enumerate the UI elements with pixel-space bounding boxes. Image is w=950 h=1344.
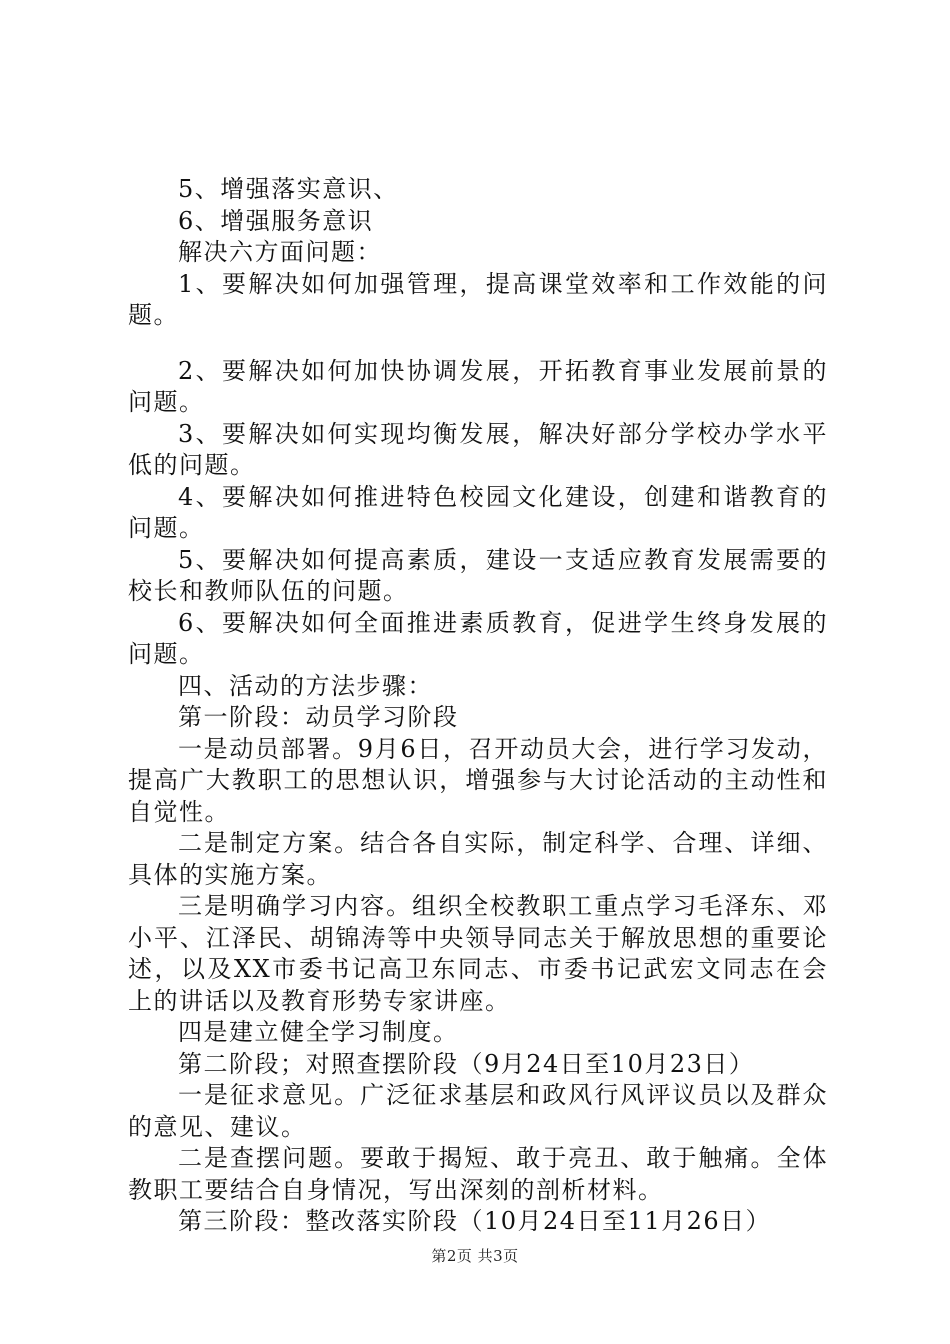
paragraph: 2、要解决如何加快协调发展，开拓教育事业发展前景的问题。 [128, 356, 828, 416]
stage-heading: 第三阶段：整改落实阶段（10月24日至11月26日） [178, 1207, 772, 1235]
paragraph: 5、增强落实意识、 [178, 175, 399, 203]
section-heading: 四、活动的方法步骤： [178, 671, 433, 700]
paragraph: 四是建立健全学习制度。 [178, 1018, 459, 1046]
stage-heading: 第二阶段；对照查摆阶段（9月24日至10月23日） [178, 1049, 755, 1078]
paragraph: 6、要解决如何全面推进素质教育，促进学生终身发展的问题。 [128, 608, 828, 668]
paragraph: 二是查摆问题。要敢于揭短、敢于亮丑、敢于触痛。全体教职工要结合自身情况，写出深刻的剖析材料。 [128, 1144, 828, 1204]
paragraph: 3、要解决如何实现均衡发展，解决好部分学校办学水平低的问题。 [128, 419, 828, 479]
paragraph: 解决六方面问题： [178, 238, 382, 266]
paragraph: 一是征求意见。广泛征求基层和政风行风评议员以及群众的意见、建议。 [128, 1081, 828, 1141]
paragraph: 4、要解决如何推进特色校园文化建设，创建和谐教育的问题。 [128, 482, 828, 542]
paragraph: 一是动员部署。9月6日，召开动员大会，进行学习发动，提高广大教职工的思想认识，增强参与大讨论活动的主动性和自觉性。 [128, 734, 828, 826]
paragraph: 1、要解决如何加强管理，提高课堂效率和工作效能的问题。 [128, 269, 828, 329]
paragraph: 三是明确学习内容。组织全校教职工重点学习毛泽东、邓小平、江泽民、胡锦涛等中央领导同志关于解放思想的重要论述，以及XX市委书记高卫东同志、市委书记武宏文同志在会上的讲话以及教育形势专家讲座。 [128, 892, 828, 1015]
page-number-footer: 第2页 共3页 [431, 1247, 519, 1265]
paragraph: 5、要解决如何提高素质，建设一支适应教育发展需要的校长和教师队伍的问题。 [128, 545, 828, 605]
stage-heading: 第一阶段：动员学习阶段 [178, 703, 459, 731]
paragraph: 6、增强服务意识 [178, 206, 374, 235]
paragraph: 二是制定方案。结合各自实际，制定科学、合理、详细、具体的实施方案。 [128, 829, 828, 889]
document-body [128, 174, 828, 1238]
